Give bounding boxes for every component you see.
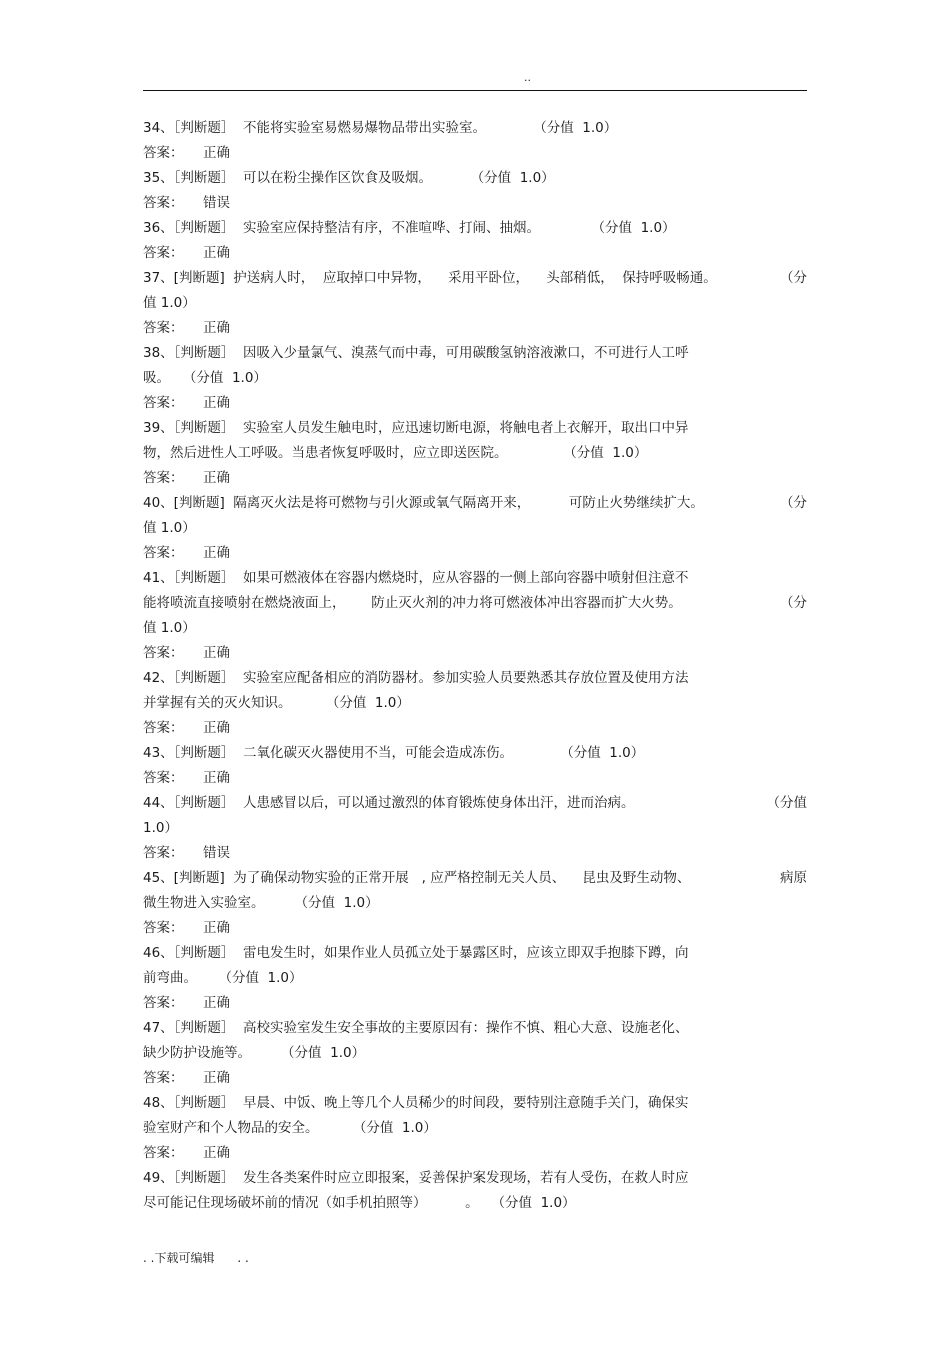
question-item [143, 266, 807, 341]
question-text: 36、［判断题］ 实验室应保持整洁有序，不准喧哗、打闹、抽烟。 （分值 1.0） [143, 220, 676, 236]
answer-label: 答案： [143, 395, 184, 411]
question-item [143, 791, 807, 866]
score-fragment: （分 [780, 495, 807, 511]
question-line [143, 741, 807, 766]
question-text: 40、[判断题] 隔离灭火法是将可燃物与引火源或氧气隔离开来， 可防止火势继续扩大。 [143, 495, 704, 511]
question-item [143, 491, 807, 566]
answer-line [143, 316, 807, 341]
answer-value: 正确 [203, 320, 230, 336]
answer-label: 答案： [143, 145, 184, 161]
question-line [143, 1191, 807, 1216]
answer-value: 正确 [203, 545, 230, 561]
question-item [143, 866, 807, 941]
answer-value: 正确 [203, 920, 230, 936]
question-list [143, 116, 807, 1216]
question-text: 43、［判断题］ 二氧化碳灭火器使用不当，可能会造成冻伤。 （分值 1.0） [143, 745, 645, 761]
answer-line [143, 841, 807, 866]
question-line [143, 791, 807, 816]
question-line [143, 291, 807, 316]
page-footer: . .下载可编辑 . . [143, 1251, 249, 1265]
question-line [143, 691, 807, 716]
question-text: 45、[判断题] 为了确保动物实验的正常开展 , 应严格控制无关人员、 昆虫及野生动物、 [143, 870, 691, 886]
question-item [143, 116, 807, 166]
answer-line [143, 766, 807, 791]
answer-label: 答案： [143, 470, 184, 486]
question-text: 41、［判断题］ 如果可燃液体在容器内燃烧时，应从容器的一侧上部向容器中喷射但注意不 [143, 570, 689, 586]
question-text: 34、［判断题］ 不能将实验室易燃易爆物品带出实验室。 （分值 1.0） [143, 120, 618, 136]
answer-label: 答案： [143, 845, 184, 861]
score-fragment: （分 [780, 595, 807, 611]
answer-label: 答案： [143, 320, 184, 336]
answer-line [143, 641, 807, 666]
answer-line [143, 1066, 807, 1091]
question-line [143, 941, 807, 966]
question-text: 物，然后进性人工呼吸。当患者恢复呼吸时，应立即送医院。 （分值 1.0） [143, 445, 648, 461]
answer-value: 正确 [203, 245, 230, 261]
question-line [143, 1166, 807, 1191]
answer-value: 正确 [203, 145, 230, 161]
question-line [143, 366, 807, 391]
answer-value: 正确 [203, 770, 230, 786]
question-text: 缺少防护设施等。 （分值 1.0） [143, 1045, 366, 1061]
answer-line [143, 191, 807, 216]
question-line [143, 441, 807, 466]
header-rule [143, 90, 807, 91]
answer-line [143, 991, 807, 1016]
answer-line [143, 466, 807, 491]
answer-label: 答案： [143, 545, 184, 561]
answer-value: 正确 [203, 1070, 230, 1086]
question-line [143, 266, 807, 291]
question-line [143, 566, 807, 591]
question-line [143, 216, 807, 241]
question-text: 35、［判断题］ 可以在粉尘操作区饮食及吸烟。 （分值 1.0） [143, 170, 555, 186]
question-text: 微生物进入实验室。 （分值 1.0） [143, 895, 379, 911]
question-text: 46、［判断题］ 雷电发生时，如果作业人员孤立处于暴露区时，应该立即双手抱膝下蹲，向 [143, 945, 689, 961]
answer-line [143, 916, 807, 941]
question-text: 能将喷流直接喷射在燃烧液面上， 防止灭火剂的冲力将可燃液体冲出容器而扩大火势。 [143, 595, 682, 611]
question-line [143, 866, 807, 891]
question-item [143, 941, 807, 1016]
question-item [143, 341, 807, 416]
question-line [143, 116, 807, 141]
header-dots: .. [524, 71, 531, 84]
question-line [143, 416, 807, 441]
answer-value: 正确 [203, 395, 230, 411]
question-line [143, 816, 807, 841]
question-line [143, 491, 807, 516]
question-line [143, 591, 807, 616]
question-item [143, 1016, 807, 1091]
answer-line [143, 716, 807, 741]
answer-label: 答案： [143, 1145, 184, 1161]
question-item [143, 666, 807, 741]
answer-label: 答案： [143, 245, 184, 261]
question-text: 前弯曲。 （分值 1.0） [143, 970, 303, 986]
answer-value: 正确 [203, 470, 230, 486]
answer-line [143, 141, 807, 166]
question-text: 39、［判断题］ 实验室人员发生触电时，应迅速切断电源，将触电者上衣解开，取出口中异 [143, 420, 689, 436]
answer-label: 答案： [143, 995, 184, 1011]
question-text: 44、［判断题］ 人患感冒以后，可以通过激烈的体育锻炼使身体出汗，进而治病。 [143, 795, 635, 811]
question-text: 42、［判断题］ 实验室应配备相应的消防器材。参加实验人员要熟悉其存放位置及使用方法 [143, 670, 689, 686]
question-line [143, 1016, 807, 1041]
answer-label: 答案： [143, 1070, 184, 1086]
question-line [143, 166, 807, 191]
answer-label: 答案： [143, 770, 184, 786]
question-item [143, 741, 807, 791]
question-text: 值 1.0） [143, 520, 196, 536]
score-fragment: 病原 [780, 870, 807, 886]
question-text: 吸。 （分值 1.0） [143, 370, 267, 386]
question-text: 并掌握有关的灭火知识。 （分值 1.0） [143, 695, 410, 711]
answer-line [143, 1141, 807, 1166]
answer-line [143, 241, 807, 266]
question-text: 尽可能记住现场破坏前的情况（如手机拍照等） 。 （分值 1.0） [143, 1195, 576, 1211]
question-text: 49、［判断题］ 发生各类案件时应立即报案，妥善保护案发现场，若有人受伤，在救人时应 [143, 1170, 689, 1186]
answer-value: 错误 [203, 195, 230, 211]
question-text: 值 1.0） [143, 620, 196, 636]
question-text: 值 1.0） [143, 295, 196, 311]
question-line [143, 666, 807, 691]
question-line [143, 1041, 807, 1066]
answer-label: 答案： [143, 720, 184, 736]
question-text: 47、［判断题］ 高校实验室发生安全事故的主要原因有：操作不慎、粗心大意、设施老化、 [143, 1020, 689, 1036]
answer-value: 正确 [203, 645, 230, 661]
question-item [143, 216, 807, 266]
question-item [143, 566, 807, 666]
answer-value: 正确 [203, 1145, 230, 1161]
question-item [143, 1166, 807, 1216]
question-line [143, 1091, 807, 1116]
question-line [143, 341, 807, 366]
question-item [143, 166, 807, 216]
question-text: 48、［判断题］ 早晨、中饭、晚上等几个人员稀少的时间段，要特别注意随手关门，确保实 [143, 1095, 689, 1111]
answer-value: 正确 [203, 720, 230, 736]
question-text: 验室财产和个人物品的安全。 （分值 1.0） [143, 1120, 437, 1136]
question-item [143, 416, 807, 491]
answer-line [143, 541, 807, 566]
question-text: 38、［判断题］ 因吸入少量氯气、溴蒸气而中毒，可用碳酸氢钠溶液漱口，不可进行人工呼 [143, 345, 689, 361]
answer-label: 答案： [143, 645, 184, 661]
question-line [143, 966, 807, 991]
question-text: 37、[判断题] 护送病人时， 应取掉口中异物， 采用平卧位， 头部稍低， 保持呼吸畅通。 [143, 270, 717, 286]
answer-label: 答案： [143, 920, 184, 936]
question-line [143, 516, 807, 541]
answer-label: 答案： [143, 195, 184, 211]
question-line [143, 616, 807, 641]
answer-value: 正确 [203, 995, 230, 1011]
answer-line [143, 391, 807, 416]
question-text: 1.0） [143, 820, 178, 836]
score-fragment: （分 [780, 270, 807, 286]
answer-value: 错误 [203, 845, 230, 861]
question-line [143, 891, 807, 916]
question-line [143, 1116, 807, 1141]
question-item [143, 1091, 807, 1166]
score-fragment: （分值 [766, 795, 807, 811]
